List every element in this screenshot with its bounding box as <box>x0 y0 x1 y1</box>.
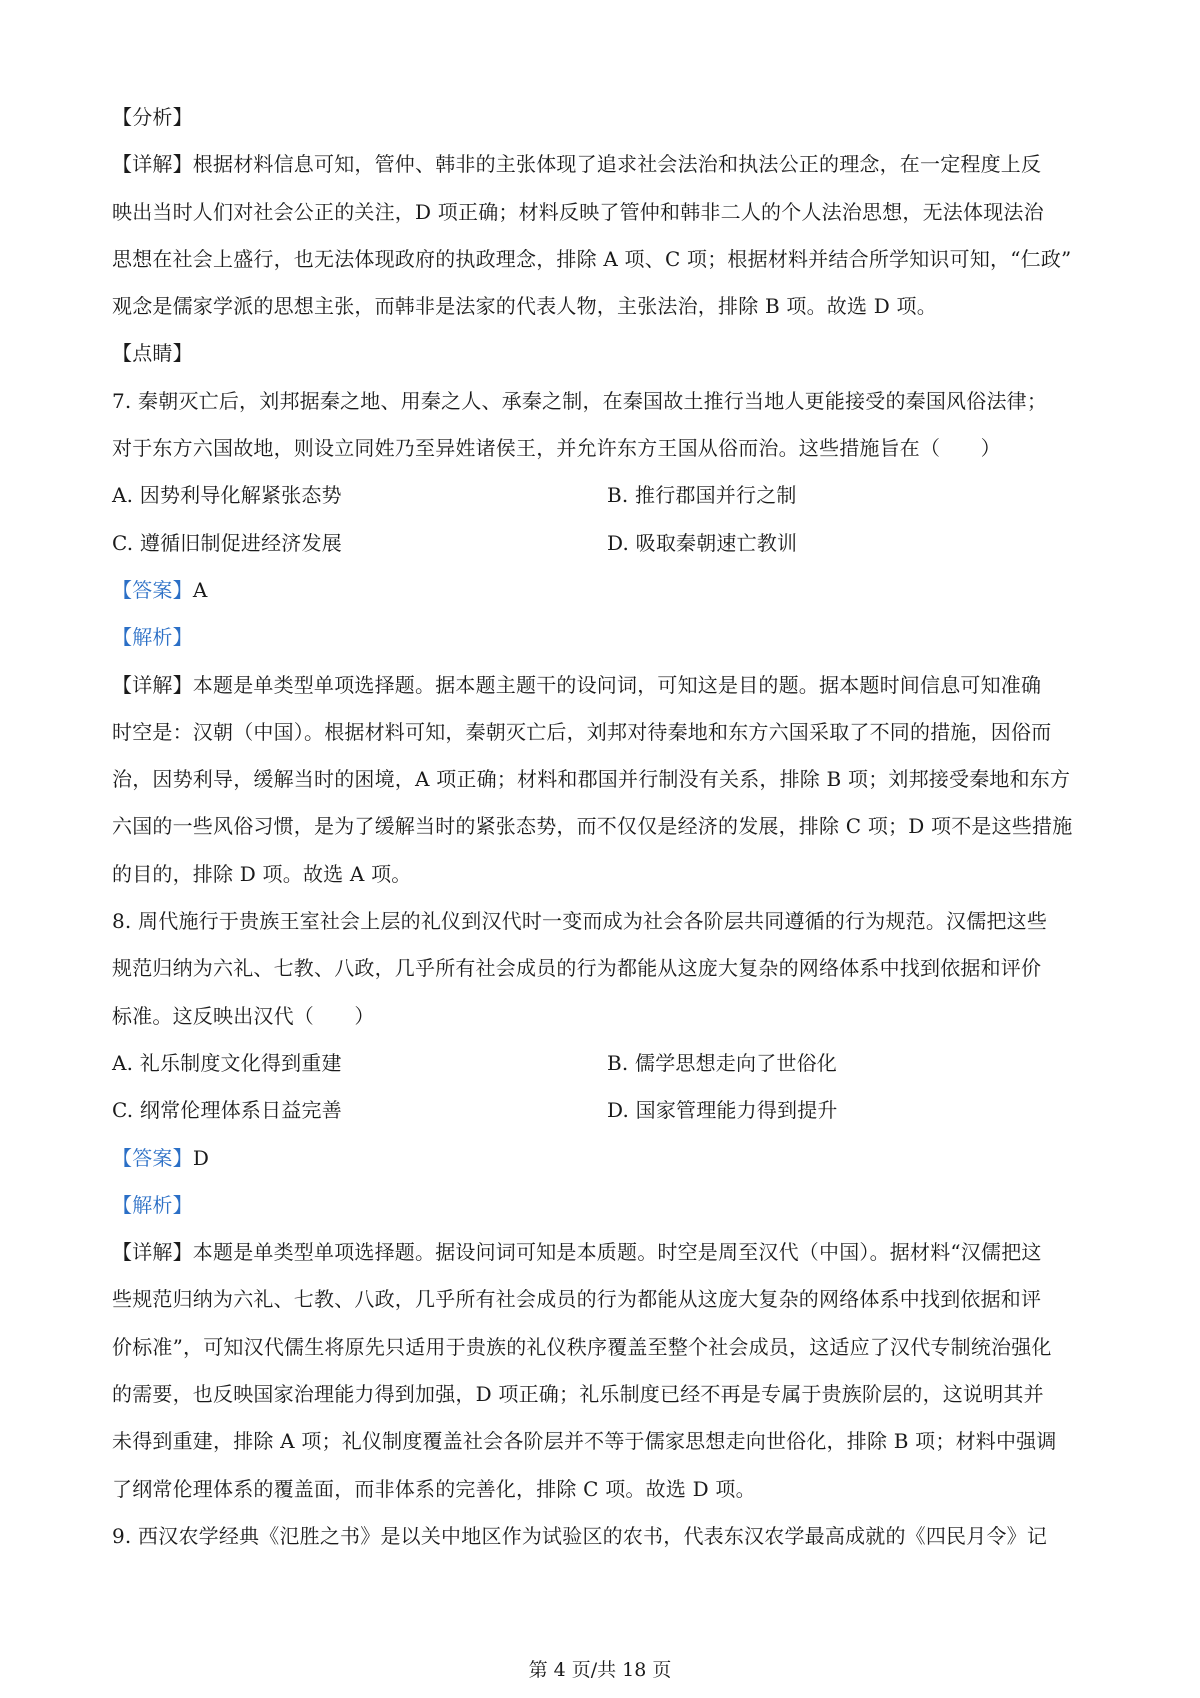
text-line: 时空是：汉朝（中国）。根据材料可知，秦朝灭亡后，刘邦对待秦地和东方六国采取了不同的措施，因俗而 <box>112 719 1052 744</box>
question-8-options-row <box>112 1040 1102 1087</box>
text-line: 六国的一些风俗习惯，是为了缓解当时的紧张态势，而不仅仅是经济的发展，排除 C 项；D 项不是这些措施 <box>112 814 1073 839</box>
question-8-stem: 标准。这反映出汉代（ ） <box>112 1003 375 1028</box>
text-line: 观念是儒家学派的思想主张，而韩非是法家的代表人物，主张法治，排除 B 项。故选 D 项。 <box>112 294 937 319</box>
option-a: A. 礼乐制度文化得到重建 <box>112 1050 342 1075</box>
text-line: 【点睛】 <box>112 341 193 366</box>
question-8-options-row <box>112 1087 1102 1134</box>
question-7-options-row <box>112 520 1102 567</box>
text-line: 未得到重建，排除 A 项；礼仪制度覆盖社会各阶层并不等于儒家思想走向世俗化，排除 B 项；材料中强调 <box>112 1429 1057 1454</box>
option-d: D. 吸取秦朝速亡教训 <box>607 530 798 555</box>
question-7-stem: 7. 秦朝灭亡后，刘邦据秦之地、用秦之人、承秦之制，在秦国故土推行当地人更能接受的秦国风俗法律； <box>112 388 1048 413</box>
analysis-label: 【解析】 <box>112 1192 193 1217</box>
question-8-stem: 8. 周代施行于贵族王室社会上层的礼仪到汉代时一变而成为社会各阶层共同遵循的行为规范。汉儒把这些 <box>112 909 1048 934</box>
text-line: 【分析】 <box>112 105 193 129</box>
option-c: C. 纲常伦理体系日益完善 <box>112 1098 342 1123</box>
answer-value: D <box>192 1145 210 1170</box>
page-content <box>112 94 1102 1560</box>
text-line: 【详解】本题是单类型单项选择题。据设问词可知是本质题。时空是周至汉代（中国）。据材料“汉儒把这 <box>112 1240 1042 1265</box>
page-footer: 第 4 页/共 18 页 <box>528 1659 672 1681</box>
option-c: C. 遵循旧制促进经济发展 <box>112 530 342 555</box>
text-line: 的需要，也反映国家治理能力得到加强，D 项正确；礼乐制度已经不再是专属于贵族阶层的，这说明其并 <box>112 1382 1044 1407</box>
text-line: 些规范归纳为六礼、七教、八政，几乎所有社会成员的行为都能从这庞大复杂的网络体系中找到依据和评 <box>112 1287 1042 1312</box>
analysis-line <box>112 614 1102 661</box>
question-7-options-row <box>112 472 1102 519</box>
text-line: 治，因势利导，缓解当时的困境，A 项正确；材料和郡国并行制没有关系，排除 B 项；刘邦接受秦地和东方 <box>112 767 1071 792</box>
option-b: B. 儒学思想走向了世俗化 <box>607 1050 838 1075</box>
answer-label: 【答案】 <box>112 1145 193 1170</box>
option-a: A. 因势利导化解紧张态势 <box>112 483 342 508</box>
option-d: D. 国家管理能力得到提升 <box>607 1098 838 1123</box>
text-line: 的目的，排除 D 项。故选 A 项。 <box>112 861 412 886</box>
question-8-stem: 规范归纳为六礼、七教、八政，几乎所有社会成员的行为都能从这庞大复杂的网络体系中找到依据和评价 <box>112 956 1042 981</box>
analysis-label: 【解析】 <box>112 625 193 650</box>
text-line: 【详解】根据材料信息可知，管仲、韩非的主张体现了追求社会法治和执法公正的理念，在一定程度上反 <box>112 152 1042 177</box>
answer-line <box>112 567 1102 614</box>
text-line: 了纲常伦理体系的覆盖面，而非体系的完善化，排除 C 项。故选 D 项。 <box>112 1476 756 1501</box>
text-line: 思想在社会上盛行，也无法体现政府的执政理念，排除 A 项、C 项；根据材料并结合所学知识可知，“仁政” <box>112 246 1072 271</box>
text-line: 【详解】本题是单类型单项选择题。据本题主题干的设问词，可知这是目的题。据本题时间信息可知准确 <box>112 672 1042 697</box>
answer-line <box>112 1135 1102 1182</box>
answer-value: A <box>192 577 208 602</box>
question-7-stem: 对于东方六国故地，则设立同姓乃至异姓诸侯王，并允许东方王国从俗而治。这些措施旨在（ ） <box>112 436 1001 461</box>
analysis-line <box>112 1182 1102 1229</box>
option-b: B. 推行郡国并行之制 <box>607 483 797 508</box>
answer-label: 【答案】 <box>112 577 193 602</box>
text-line: 映出当时人们对社会公正的关注，D 项正确；材料反映了管仲和韩非二人的个人法治思想，无法体现法治 <box>112 199 1044 224</box>
question-9-stem: 9. 西汉农学经典《氾胜之书》是以关中地区作为试验区的农书，代表东汉农学最高成就的《四民月令》记 <box>112 1523 1048 1548</box>
text-line: 价标准”，可知汉代儒生将原先只适用于贵族的礼仪秩序覆盖至整个社会成员，这适应了汉代专制统治强化 <box>112 1334 1052 1359</box>
